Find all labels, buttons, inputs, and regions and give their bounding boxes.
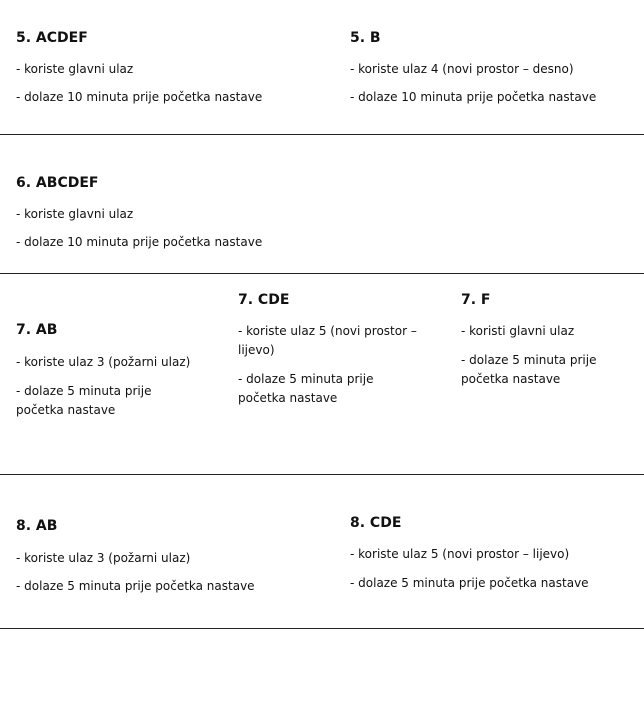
group-7-cde [238, 291, 417, 405]
group-line: - dolaze 5 minuta prije [16, 384, 152, 398]
group-line: - koriste glavni ulaz [16, 207, 134, 221]
group-line: - koriste ulaz 3 (požarni ulaz) [16, 551, 191, 565]
group-5-acdef [16, 29, 263, 104]
group-5-b [350, 29, 597, 104]
group-line: - dolaze 10 minuta prije početka nastave [350, 90, 597, 104]
group-8-ab [16, 517, 255, 593]
group-7-ab [16, 321, 191, 417]
group-line: - koristi glavni ulaz [461, 324, 575, 338]
group-line: - dolaze 10 minuta prije početka nastave [16, 90, 263, 104]
group-title: 8. CDE [350, 515, 402, 531]
group-line: - koriste ulaz 3 (požarni ulaz) [16, 355, 191, 369]
group-line: - dolaze 5 minuta prije [238, 372, 374, 386]
group-line: - koriste ulaz 5 (novi prostor – lijevo) [350, 547, 570, 561]
group-line: - dolaze 5 minuta prije početka nastave [16, 579, 255, 593]
group-title: 6. ABCDEF [16, 175, 99, 191]
section-divider [0, 474, 644, 475]
group-title: 8. AB [16, 518, 58, 534]
group-line: početka nastave [238, 391, 338, 405]
group-6-abcdef [16, 174, 263, 249]
group-line: - koriste ulaz 4 (novi prostor – desno) [350, 62, 574, 76]
group-line: - dolaze 10 minuta prije početka nastave [16, 235, 263, 249]
group-title: 5. ACDEF [16, 30, 88, 46]
group-title: 7. AB [16, 322, 58, 338]
group-line: - koriste glavni ulaz [16, 62, 134, 76]
group-line: početka nastave [461, 372, 561, 386]
section-divider [0, 273, 644, 274]
group-title: 7. CDE [238, 292, 290, 308]
group-line: početka nastave [16, 403, 116, 417]
group-title: 7. F [461, 292, 491, 308]
group-7-f [461, 291, 597, 386]
section-divider [0, 628, 644, 629]
group-title: 5. B [350, 30, 381, 46]
group-line: - dolaze 5 minuta prije početka nastave [350, 576, 589, 590]
section-divider [0, 134, 644, 135]
group-8-cde [350, 514, 589, 590]
group-line: - dolaze 5 minuta prije [461, 353, 597, 367]
group-line: lijevo) [238, 343, 275, 357]
group-line: - koriste ulaz 5 (novi prostor – [238, 324, 417, 338]
